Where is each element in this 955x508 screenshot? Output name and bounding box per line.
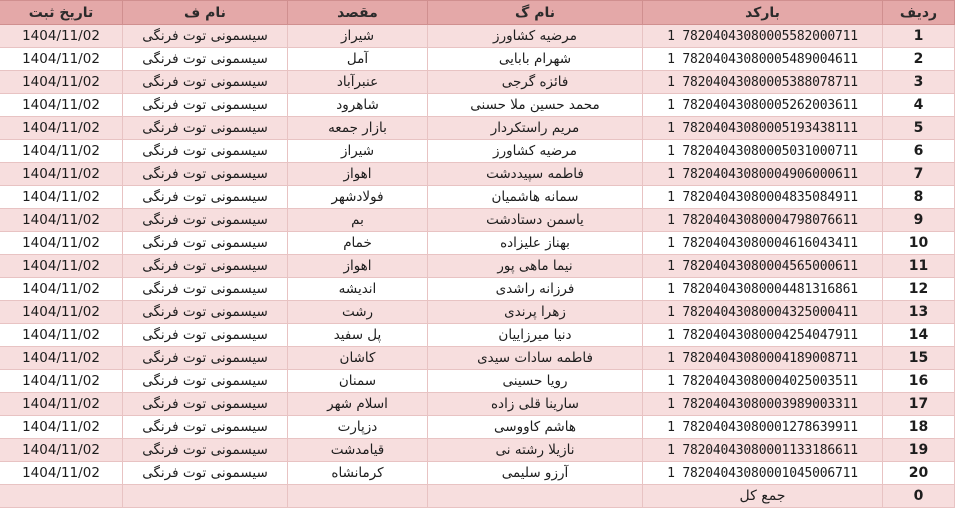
cell-row-number: 15: [883, 347, 955, 370]
cell-sender-name: سیسمونی توت فرنگی: [123, 25, 288, 48]
cell-receiver-name: فاطمه سادات سیدی: [428, 347, 643, 370]
cell-receiver-name: دنیا میرزاییان: [428, 324, 643, 347]
cell-registration-date: 1404/11/02: [0, 48, 123, 71]
cell-row-number: 13: [883, 301, 955, 324]
cell-destination: خمام: [288, 232, 428, 255]
cell-sender-name: سیسمونی توت فرنگی: [123, 163, 288, 186]
cell-destination: اسلام شهر: [288, 393, 428, 416]
cell-destination: عنبرآباد: [288, 71, 428, 94]
cell-row-number: 17: [883, 393, 955, 416]
table-row[interactable]: [0, 71, 955, 94]
cell-registration-date: 1404/11/02: [0, 94, 123, 117]
cell-total-empty: [123, 485, 288, 508]
cell-receiver-name: نازیلا رشته نی: [428, 439, 643, 462]
cell-barcode: 78204043080005262003611 1: [643, 94, 883, 117]
table-row[interactable]: [0, 370, 955, 393]
cell-registration-date: 1404/11/02: [0, 209, 123, 232]
cell-sender-name: سیسمونی توت فرنگی: [123, 117, 288, 140]
cell-registration-date: 1404/11/02: [0, 186, 123, 209]
table-row[interactable]: [0, 209, 955, 232]
cell-barcode: 78204043080001278639911 1: [643, 416, 883, 439]
cell-sender-name: سیسمونی توت فرنگی: [123, 462, 288, 485]
cell-barcode: 78204043080005388078711 1: [643, 71, 883, 94]
cell-barcode: 78204043080001133186611 1: [643, 439, 883, 462]
cell-destination: بازار جمعه: [288, 117, 428, 140]
cell-destination: شیراز: [288, 25, 428, 48]
cell-row-number: 5: [883, 117, 955, 140]
cell-destination: اهواز: [288, 255, 428, 278]
cell-receiver-name: یاسمن دستادشت: [428, 209, 643, 232]
table-row[interactable]: [0, 393, 955, 416]
cell-registration-date: 1404/11/02: [0, 301, 123, 324]
cell-barcode: 78204043080005031000711 1: [643, 140, 883, 163]
cell-receiver-name: زهرا پرندی: [428, 301, 643, 324]
table-row[interactable]: [0, 301, 955, 324]
cell-sender-name: سیسمونی توت فرنگی: [123, 278, 288, 301]
cell-receiver-name: سمانه هاشمیان: [428, 186, 643, 209]
cell-destination: کاشان: [288, 347, 428, 370]
cell-registration-date: 1404/11/02: [0, 71, 123, 94]
table-total-row: [0, 485, 955, 508]
table-row[interactable]: [0, 324, 955, 347]
cell-sender-name: سیسمونی توت فرنگی: [123, 186, 288, 209]
cell-registration-date: 1404/11/02: [0, 232, 123, 255]
cell-barcode: 78204043080004835084911 1: [643, 186, 883, 209]
cell-receiver-name: مریم راستکردار: [428, 117, 643, 140]
cell-row-number: 6: [883, 140, 955, 163]
column-header-receiver: نام گ: [428, 1, 643, 25]
cell-row-number: 10: [883, 232, 955, 255]
cell-destination: آمل: [288, 48, 428, 71]
cell-receiver-name: نیما ماهی پور: [428, 255, 643, 278]
cell-registration-date: 1404/11/02: [0, 439, 123, 462]
cell-row-number: 18: [883, 416, 955, 439]
cell-sender-name: سیسمونی توت فرنگی: [123, 439, 288, 462]
cell-registration-date: 1404/11/02: [0, 163, 123, 186]
cell-registration-date: 1404/11/02: [0, 462, 123, 485]
cell-barcode: 78204043080005193438111 1: [643, 117, 883, 140]
table-row[interactable]: [0, 94, 955, 117]
column-header-sender: نام ف: [123, 1, 288, 25]
table-row[interactable]: [0, 25, 955, 48]
cell-sender-name: سیسمونی توت فرنگی: [123, 324, 288, 347]
cell-registration-date: 1404/11/02: [0, 140, 123, 163]
cell-total-count: 0: [883, 485, 955, 508]
cell-destination: اندیشه: [288, 278, 428, 301]
cell-row-number: 14: [883, 324, 955, 347]
table-row[interactable]: [0, 186, 955, 209]
cell-receiver-name: محمد حسین ملا حسنی: [428, 94, 643, 117]
cell-registration-date: 1404/11/02: [0, 416, 123, 439]
table-row[interactable]: [0, 439, 955, 462]
cell-row-number: 19: [883, 439, 955, 462]
cell-destination: شاهرود: [288, 94, 428, 117]
cell-row-number: 4: [883, 94, 955, 117]
cell-barcode: 78204043080004025003511 1: [643, 370, 883, 393]
cell-row-number: 2: [883, 48, 955, 71]
cell-total-label: جمع کل: [643, 485, 883, 508]
cell-receiver-name: مرضیه کشاورز: [428, 140, 643, 163]
column-header-barcode: بارکد: [643, 1, 883, 25]
cell-sender-name: سیسمونی توت فرنگی: [123, 48, 288, 71]
cell-row-number: 12: [883, 278, 955, 301]
cell-barcode: 78204043080005582000711 1: [643, 25, 883, 48]
cell-destination: فولادشهر: [288, 186, 428, 209]
cell-sender-name: سیسمونی توت فرنگی: [123, 232, 288, 255]
cell-barcode: 78204043080004325000411 1: [643, 301, 883, 324]
cell-sender-name: سیسمونی توت فرنگی: [123, 347, 288, 370]
cell-barcode: 78204043080004616043411 1: [643, 232, 883, 255]
cell-barcode: 78204043080003989003311 1: [643, 393, 883, 416]
cell-total-empty: [428, 485, 643, 508]
table-row[interactable]: [0, 255, 955, 278]
cell-receiver-name: سارینا قلی زاده: [428, 393, 643, 416]
cell-sender-name: سیسمونی توت فرنگی: [123, 255, 288, 278]
table-row[interactable]: [0, 232, 955, 255]
cell-destination: سمنان: [288, 370, 428, 393]
cell-registration-date: 1404/11/02: [0, 117, 123, 140]
table-row[interactable]: [0, 278, 955, 301]
cell-row-number: 7: [883, 163, 955, 186]
cell-sender-name: سیسمونی توت فرنگی: [123, 140, 288, 163]
cell-destination: اهواز: [288, 163, 428, 186]
cell-barcode: 78204043080004254047911 1: [643, 324, 883, 347]
cell-registration-date: 1404/11/02: [0, 278, 123, 301]
cell-row-number: 20: [883, 462, 955, 485]
cell-sender-name: سیسمونی توت فرنگی: [123, 71, 288, 94]
cell-sender-name: سیسمونی توت فرنگی: [123, 209, 288, 232]
cell-sender-name: سیسمونی توت فرنگی: [123, 301, 288, 324]
cell-barcode: 78204043080004798076611 1: [643, 209, 883, 232]
cell-destination: بم: [288, 209, 428, 232]
cell-destination: رشت: [288, 301, 428, 324]
table-row[interactable]: [0, 416, 955, 439]
cell-receiver-name: فرزانه راشدی: [428, 278, 643, 301]
cell-receiver-name: مرضیه کشاورز: [428, 25, 643, 48]
cell-row-number: 3: [883, 71, 955, 94]
cell-receiver-name: فائزه گرجی: [428, 71, 643, 94]
cell-total-empty: [288, 485, 428, 508]
cell-barcode: 78204043080005489004611 1: [643, 48, 883, 71]
cell-destination: دزپارت: [288, 416, 428, 439]
cell-row-number: 16: [883, 370, 955, 393]
cell-registration-date: 1404/11/02: [0, 324, 123, 347]
cell-receiver-name: فاطمه سپیددشت: [428, 163, 643, 186]
cell-sender-name: سیسمونی توت فرنگی: [123, 370, 288, 393]
cell-barcode: 78204043080004189008711 1: [643, 347, 883, 370]
cell-row-number: 8: [883, 186, 955, 209]
cell-row-number: 11: [883, 255, 955, 278]
cell-receiver-name: رویا حسینی: [428, 370, 643, 393]
table-row[interactable]: [0, 140, 955, 163]
cell-registration-date: 1404/11/02: [0, 347, 123, 370]
cell-destination: کرمانشاه: [288, 462, 428, 485]
cell-barcode: 78204043080004481316861 1: [643, 278, 883, 301]
cell-receiver-name: بهناز علیزاده: [428, 232, 643, 255]
cell-row-number: 1: [883, 25, 955, 48]
cell-sender-name: سیسمونی توت فرنگی: [123, 393, 288, 416]
cell-barcode: 78204043080004565000611 1: [643, 255, 883, 278]
table-header: [0, 1, 955, 25]
table-row[interactable]: [0, 462, 955, 485]
cell-receiver-name: شهرام بابایی: [428, 48, 643, 71]
cell-sender-name: سیسمونی توت فرنگی: [123, 94, 288, 117]
cell-registration-date: 1404/11/02: [0, 25, 123, 48]
cell-destination: شیراز: [288, 140, 428, 163]
table-row[interactable]: [0, 347, 955, 370]
cell-registration-date: 1404/11/02: [0, 255, 123, 278]
cell-receiver-name: هاشم کاووسی: [428, 416, 643, 439]
cell-destination: پل سفید: [288, 324, 428, 347]
table-row[interactable]: [0, 117, 955, 140]
cell-barcode: 78204043080001045006711 1: [643, 462, 883, 485]
column-header-destination: مقصد: [288, 1, 428, 25]
column-header-row: ردیف: [883, 1, 955, 25]
cell-row-number: 9: [883, 209, 955, 232]
cell-sender-name: سیسمونی توت فرنگی: [123, 416, 288, 439]
cell-receiver-name: آرزو سلیمی: [428, 462, 643, 485]
table-row[interactable]: [0, 48, 955, 71]
cell-total-empty: [0, 485, 123, 508]
table-header-row: [0, 1, 955, 25]
cell-barcode: 78204043080004906000611 1: [643, 163, 883, 186]
cell-registration-date: 1404/11/02: [0, 393, 123, 416]
cell-destination: قیامدشت: [288, 439, 428, 462]
column-header-date: تاریخ ثبت: [0, 1, 123, 25]
table-body: [0, 25, 955, 508]
cell-registration-date: 1404/11/02: [0, 370, 123, 393]
table-row[interactable]: [0, 163, 955, 186]
